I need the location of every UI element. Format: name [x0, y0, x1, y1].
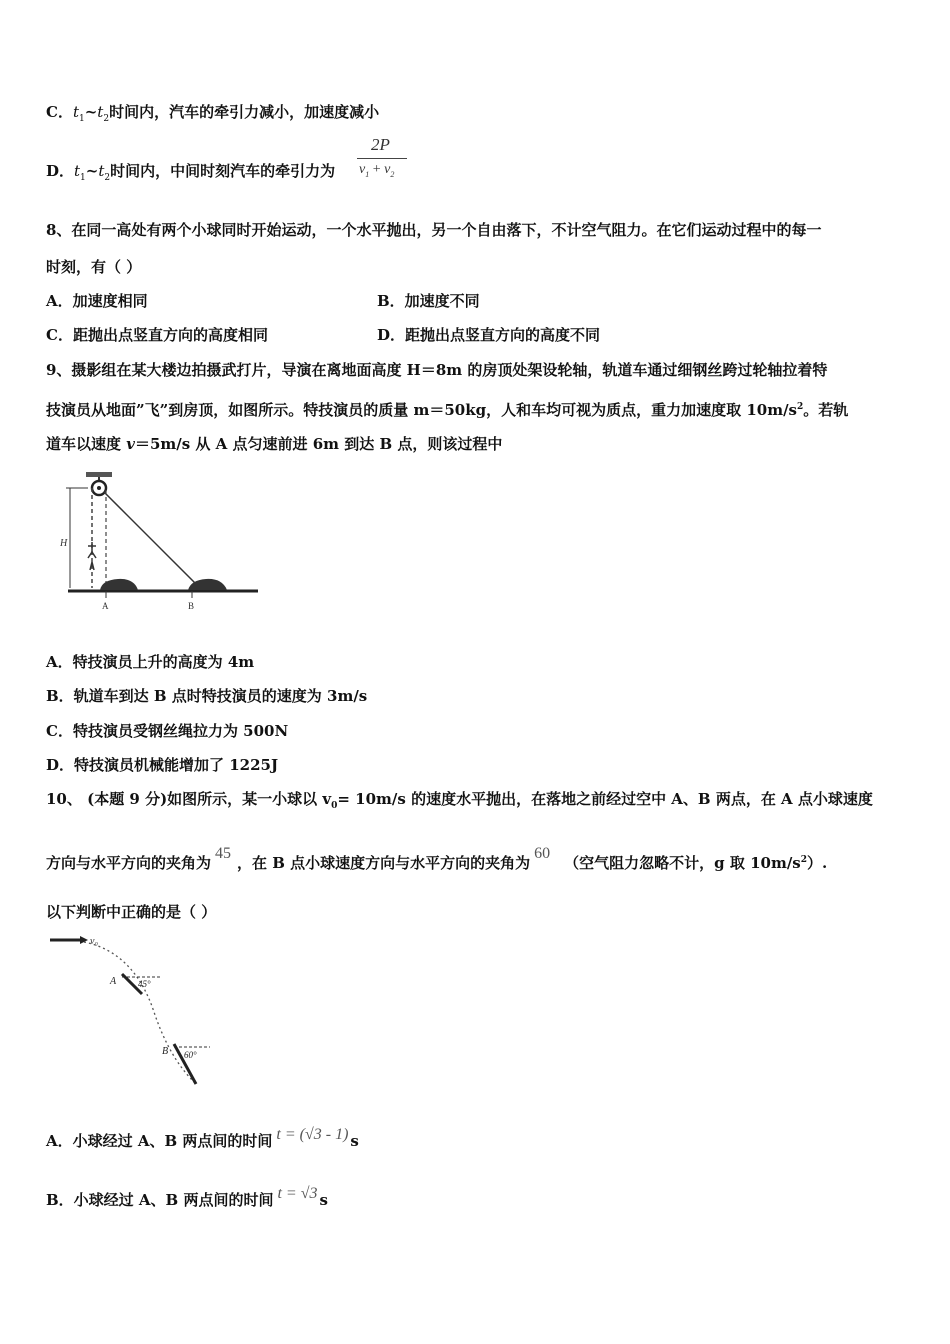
angle-45: 45	[215, 845, 232, 862]
q9-option-b: B．轨道车到达 B 点时特技演员的速度为 3m/s	[46, 687, 368, 705]
q9-option-d: D．特技演员机械能增加了 1225J	[46, 756, 279, 774]
q9-option-c: C．特技演员受钢丝绳拉力为 500N	[46, 722, 289, 740]
label-point-a: A	[110, 976, 117, 987]
car-at-b-icon	[188, 579, 227, 590]
angle-60: 60	[534, 845, 551, 862]
q8-stem-line2: 时刻，有（ ）	[46, 258, 142, 276]
car-at-a-icon	[100, 579, 138, 590]
trajectory	[84, 942, 194, 1082]
q7-option-d: D．$t_1\sim t_2$时间内，中间时刻汽车的牵引力为	[46, 162, 336, 183]
q7-option-c: C．$t_1\sim t_2$时间内，汽车的牵引力减小，加速度减小	[46, 103, 380, 124]
label-angle-60: 60°	[184, 1050, 197, 1060]
q10-figure	[44, 932, 214, 1092]
q8-stem-line1: 8、在同一高处有两个小球同时开始运动，一个水平抛出，另一个自由落下，不计空气阻力。在它们运动过程中的每一	[46, 221, 822, 239]
q8-option-c: C．距抛出点竖直方向的高度相同	[46, 326, 268, 344]
label-v0: v₀	[90, 936, 98, 947]
label-a: A	[102, 601, 109, 611]
label-h: H	[60, 538, 68, 549]
q9-stem-line3: 道车以速度 v＝5m/s 从 A 点匀速前进 6m 到达 B 点，则该过程中	[46, 435, 503, 453]
label-angle-45: 45°	[138, 979, 151, 989]
q10-option-a: A．小球经过 A、B 两点间的时间 t = (√3 - 1) s	[46, 1126, 359, 1150]
q9-stem-line1: 9、摄影组在某大楼边拍摄武打片，导演在离地面高度 H＝8m 的房顶处架设轮轴，轨道车通过细钢丝跨过轮轴拉着特	[46, 361, 828, 379]
label-point-b: B	[162, 1046, 169, 1057]
ceiling-mount	[86, 472, 112, 477]
q8-option-d: D．距抛出点竖直方向的高度不同	[377, 326, 601, 344]
q10-stem-line1: 10、 (本题 9 分)如图所示，某一小球以 $v_0= 10m/s$ 的速度水平抛出，在落地之前经过空中 A、B 两点，在 A 点小球速度	[46, 790, 873, 811]
q9-option-a: A．特技演员上升的高度为 4m	[46, 653, 255, 671]
q10-stem-line3: 以下判断中正确的是（ ）	[46, 903, 217, 921]
q8-option-b: B．加速度不同	[377, 292, 480, 310]
q8-option-a: A．加速度相同	[46, 292, 148, 310]
steel-wire	[104, 492, 195, 583]
formula-a: t = (√3 - 1)	[276, 1126, 349, 1143]
q10-stem-line2: 方向与水平方向的夹角为45，在 B 点小球速度方向与水平方向的夹角为60（空气阻力忽略不计，g 取 $10m/s^2$）.	[46, 845, 828, 872]
q9-figure	[60, 468, 260, 613]
formula-b: t = √3	[277, 1185, 318, 1202]
label-b: B	[188, 601, 195, 611]
q9-stem-line2: 技演员从地面”飞”到房顶，如图所示。特技演员的质量 m＝50kg，人和车均可视为质点，重力加速度取 $10m/s^2$。若轨	[46, 401, 849, 419]
q7-fraction: 2P $v_1 + v_2$	[357, 135, 409, 185]
q10-option-b: B．小球经过 A、B 两点间的时间 t = √3 s	[46, 1185, 328, 1209]
